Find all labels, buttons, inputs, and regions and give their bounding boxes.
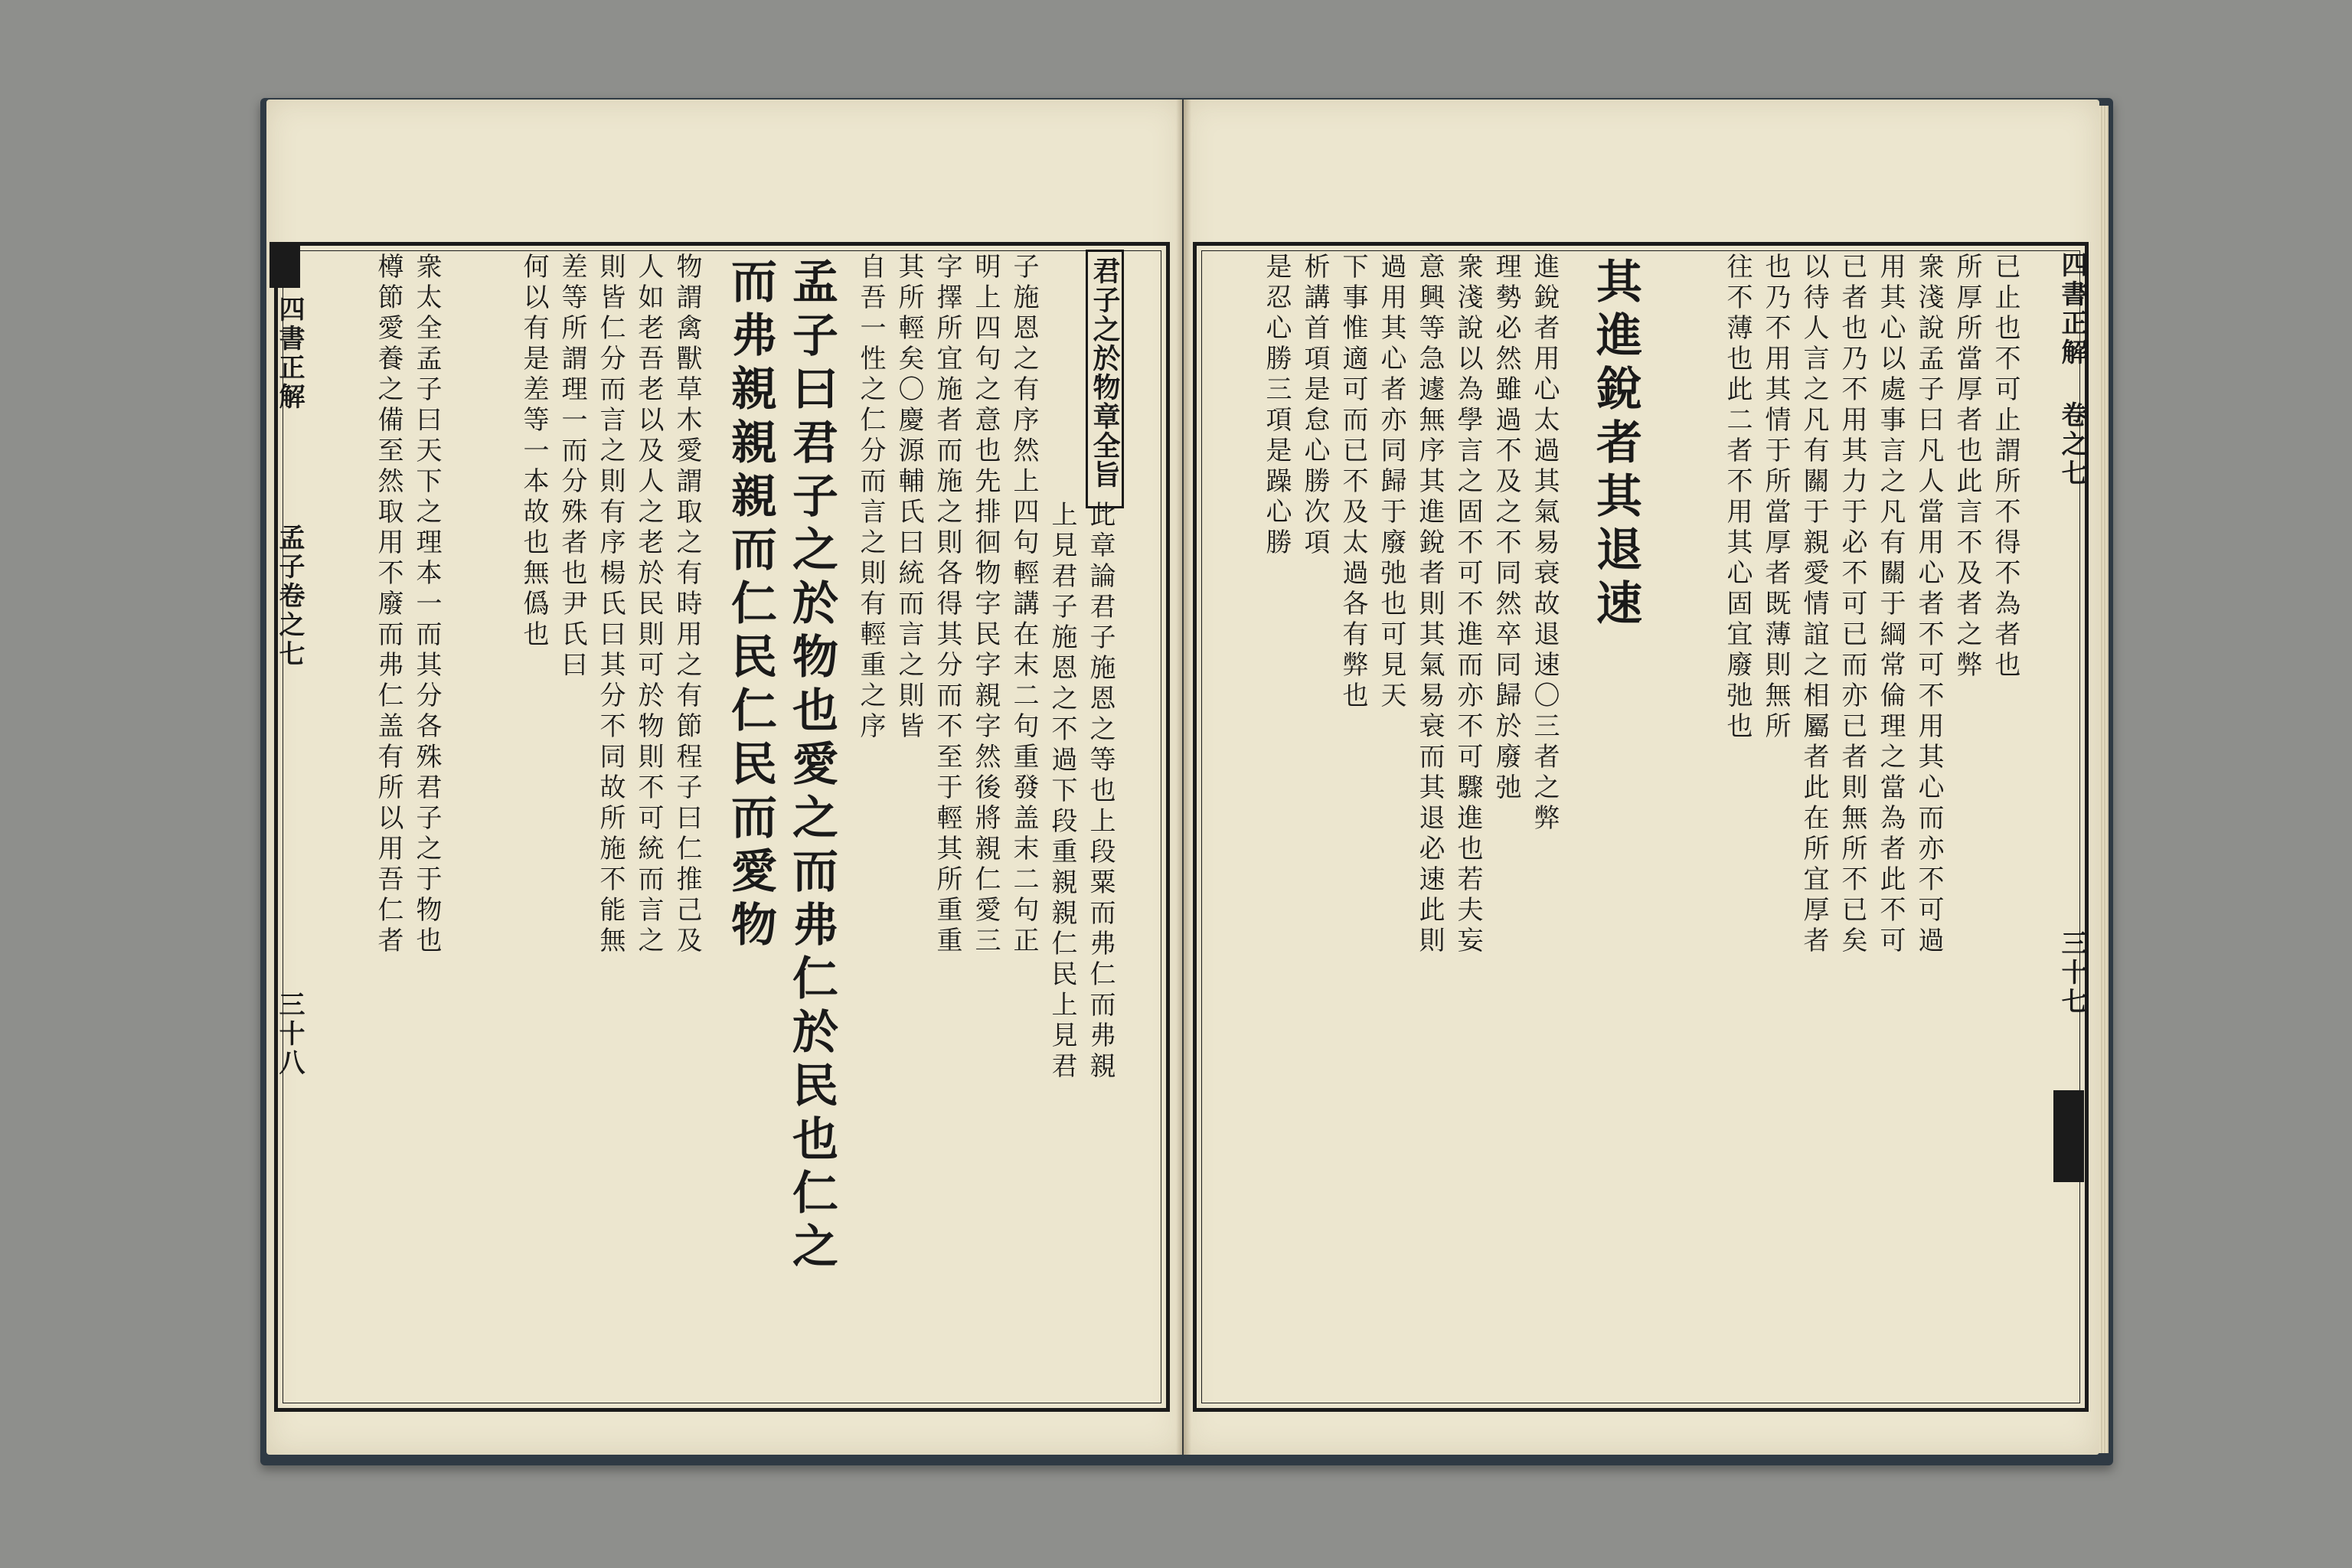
section-heading-box: 君子之於物章全旨 (1086, 250, 1124, 508)
commentary-column: 衆淺說以為學言之固不可不進而亦不可驟進也若夫妄 (1452, 253, 1483, 957)
open-book (260, 95, 2113, 1465)
commentary-column: 已者也乃不用其力于必不可已而亦已者則無所不已矣 (1837, 253, 1867, 957)
commentary-column: 衆淺說孟子曰凡人當用心者不可不用其心而亦不可過 (1913, 253, 1944, 957)
left-margin-title: 四書正解 (274, 296, 305, 412)
right-margin-folio: 三十七 (2056, 929, 2087, 1017)
commentary-column: 意興等急遽無序其進銳者則其氣易衰而其退必速此則 (1414, 253, 1445, 957)
commentary-column: 以待人言之凡有關于親愛情誼之相屬者此在所宜厚者 (1798, 253, 1829, 957)
commentary-column: 也乃不用其情于所當厚者既薄則無所 (1760, 253, 1791, 743)
right-margin-title: 四書正解 (2056, 251, 2087, 368)
left-margin-folio: 三十八 (274, 991, 305, 1078)
main-text-column: 其進銳者其退速 (1589, 257, 1642, 632)
commentary-column: 何以有是差等一本故也無僞也 (518, 253, 549, 651)
commentary-column: 明上四句之意也先排徊物字民字親字然後將親仁愛三 (970, 253, 1001, 957)
left-margin-volume: 孟子卷之七 (274, 524, 305, 669)
commentary-column: 進銳者用心太過其氣易衰故退速〇三者之弊 (1529, 253, 1560, 835)
commentary-column: 過用其心者亦同歸于廢弛也可見天 (1376, 253, 1406, 712)
commentary-column: 則皆仁分而言之則有序楊氏曰其分不同故所施不能無 (595, 253, 626, 957)
commentary-column: 衆太全孟子曰天下之理本一而其分各殊君子之于物也 (411, 253, 442, 957)
commentary-column: 上見君子施恩之不過下段重親親仁民上見君 (1047, 501, 1077, 1083)
commentary-column: 其所輕矣〇慶源輔氏曰統而言之則皆 (893, 253, 924, 743)
commentary-column: 用其心以處事言之凡有關于綱常倫理之當為者此不可 (1875, 253, 1906, 957)
commentary-column: 子施恩之有序然上四句輕講在末二句重發盖末二句正 (1008, 253, 1039, 957)
commentary-column: 差等所謂理一而分殊者也尹氏曰 (557, 253, 587, 681)
commentary-column: 此章論君子施恩之等也上段粟而弗仁而弗親 (1085, 501, 1116, 1083)
commentary-column: 是忍心勝三項是躁心勝 (1261, 253, 1292, 559)
main-text-column: 孟子曰君子之於物也愛之而弗仁於民也仁之 (785, 257, 838, 1276)
commentary-column: 字擇所宜施者而施之則各得其分而不至于輕其所重重 (932, 253, 962, 957)
commentary-column: 樽節愛養之備至然取用不廢而弗仁盖有所以用吾仁者 (373, 253, 403, 957)
commentary-column: 物謂禽獸草木愛謂取之有時用之有節程子曰仁推己及 (671, 253, 702, 957)
commentary-column: 理勢必然雖過不及之不同然卒同歸於廢弛 (1491, 253, 1521, 804)
right-margin-volume: 卷之七 (2056, 401, 2087, 488)
gutter-shadow (1176, 100, 1191, 1455)
main-text-column: 而弗親親親而仁民仁民而愛物 (724, 257, 777, 954)
commentary-column: 析講首項是怠心勝次項 (1299, 253, 1330, 559)
commentary-column: 往不薄也此二者不用其心固宜廢弛也 (1722, 253, 1753, 743)
commentary-column: 自吾一性之仁分而言之則有輕重之序 (855, 253, 886, 743)
commentary-column: 已止也不可止謂所不得不為者也 (1990, 253, 2020, 681)
left-margin-bar-top (270, 242, 300, 288)
commentary-column: 下事惟適可而已不及太過各有弊也 (1338, 253, 1368, 712)
commentary-column: 所厚所當厚者也此言不及者之弊 (1952, 253, 1982, 681)
commentary-column: 人如老吾老以及人之老於民則可於物則不可統而言之 (633, 253, 664, 957)
right-margin-bar (2053, 1090, 2084, 1182)
